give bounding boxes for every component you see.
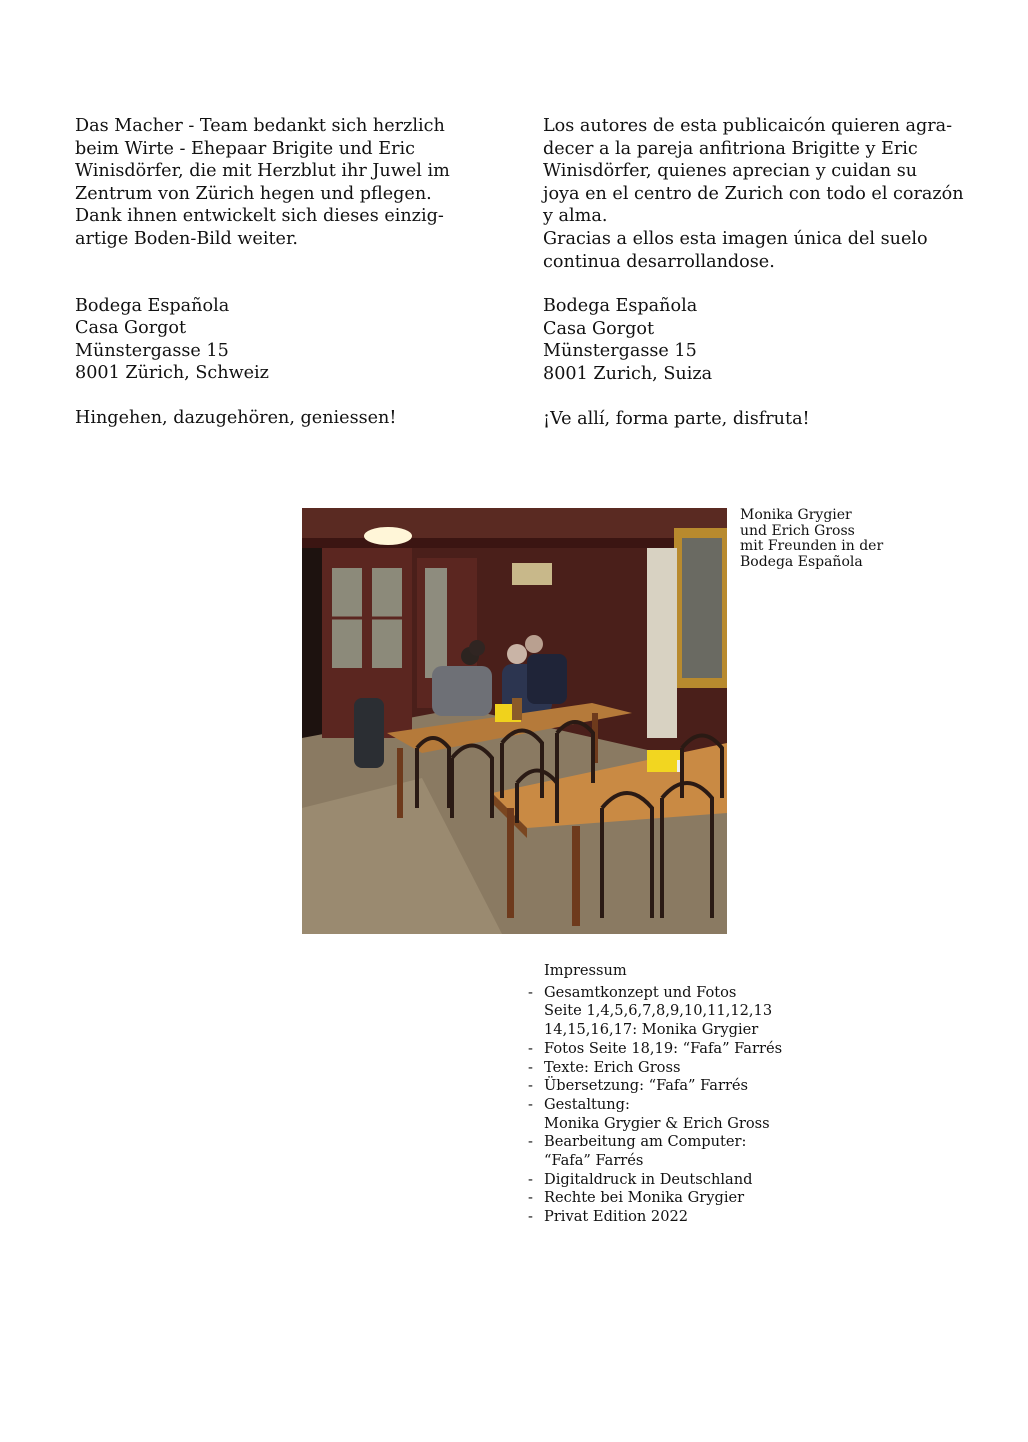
- impressum-item: - Bearbeitung am Computer: “Fafa” Farrés: [528, 1133, 747, 1170]
- spanish-address: Bodega Española Casa Gorgot Münstergasse 15 8001 Zurich, Suiza: [543, 296, 713, 384]
- impressum-item: - Übersetzung: “Fafa” Farrés: [528, 1077, 749, 1095]
- impressum: [528, 962, 782, 1227]
- spanish-intro: Los autores de esta publicaicón quieren agra- decer a la pareja anfitriona Brigitte y Eric Winisdörfer, quienes aprecian y cuidan su joya en el centro de Zurich con todo el corazón y alma. Gracias a ellos esta imagen única del suelo continua desarrollandose.: [543, 116, 964, 272]
- impressum-item: - Privat Edition 2022: [528, 1208, 689, 1226]
- impressum-item: - Texte: Erich Gross: [528, 1058, 681, 1076]
- spanish-column: [543, 115, 983, 430]
- impressum-item: - Gestaltung: Monika Grygier & Erich Gross: [528, 1095, 770, 1132]
- german-slogan: Hingehen, dazugehören, geniessen!: [75, 407, 397, 428]
- bodega-interior-photo: [302, 508, 727, 934]
- german-intro: Das Macher - Team bedankt sich herzlich beim Wirte - Ehepaar Brigite und Eric Winisdörfer, die mit Herzblut ihr Juwel im Zentrum von Zürich hegen und pflegen. Dank ihnen entwickelt sich dieses einzig- artige Boden-Bild weiter.: [75, 116, 450, 249]
- impressum-item: - Gesamtkonzept und Fotos Seite 1,4,5,6,7,8,9,10,11,12,13 14,15,16,17: Monika Grygier: [528, 983, 773, 1039]
- impressum-item: - Digitaldruck in Deutschland: [528, 1170, 753, 1188]
- photo-caption: Monika Grygier und Erich Gross mit Freunden in der Bodega Española: [740, 507, 884, 570]
- spanish-slogan: ¡Ve allí, forma parte, disfruta!: [543, 408, 810, 429]
- impressum-item: - Rechte bei Monika Grygier: [528, 1189, 745, 1207]
- german-address: Bodega Española Casa Gorgot Münstergasse 15 8001 Zürich, Schweiz: [75, 295, 269, 384]
- impressum-item: - Fotos Seite 18,19: “Fafa” Farrés: [528, 1039, 783, 1057]
- german-column: [75, 115, 495, 430]
- impressum-title: Impressum: [544, 962, 627, 979]
